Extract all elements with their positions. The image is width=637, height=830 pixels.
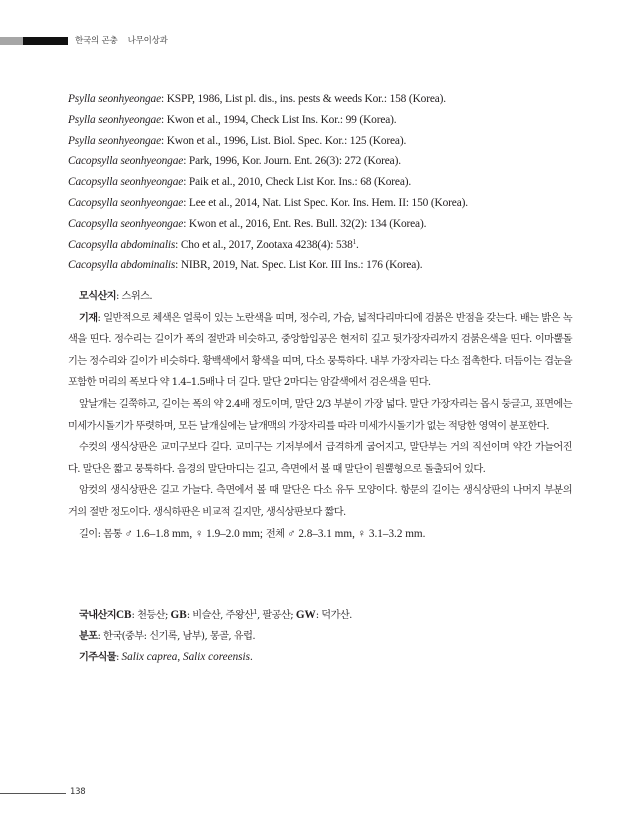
taxon-name: Cacopsylla seonhyeongae — [68, 155, 184, 168]
synonym-entry — [68, 255, 608, 276]
section-title: 나무이상과 — [127, 36, 168, 46]
host-label: 기주식물 — [79, 652, 116, 663]
description-paragraph-general — [68, 308, 572, 394]
host-species: Salix caprea — [121, 651, 178, 663]
range-label: 분포 — [79, 631, 98, 642]
type-locality-value: : 스위스. — [115, 291, 153, 302]
domestic-label: 국내산지 — [79, 610, 116, 621]
type-locality-label: 모식산지 — [79, 291, 116, 302]
synonym-entry — [68, 151, 608, 172]
synonym-entry — [68, 214, 608, 235]
measurements — [68, 524, 572, 546]
footer-rule — [0, 793, 66, 794]
page-number: 138 — [70, 787, 86, 797]
synonym-entry — [68, 110, 608, 131]
host-sep: : — [115, 652, 122, 663]
region-gb-value: : 비슬산, 주왕산 — [186, 610, 254, 621]
host-plants — [68, 647, 572, 668]
host-end: . — [249, 651, 253, 663]
book-title: 한국의 곤충 — [75, 36, 118, 46]
description-label: 기재 — [79, 312, 98, 324]
synonym-entry — [68, 235, 608, 256]
citation: : Paik et al., 2010, Check List Kor. Ins.: 68 (Korea). — [183, 176, 412, 189]
total-length-label: 전체 — [265, 528, 288, 540]
taxon-name: Cacopsylla seonhyeongae — [68, 176, 184, 189]
total-length-female: ♀ 3.1–3.2 mm. — [357, 527, 426, 540]
synonymy-list — [68, 89, 608, 276]
geographic-range — [68, 626, 572, 647]
citation-tail: . — [355, 238, 359, 251]
running-header — [0, 37, 320, 45]
species-description — [68, 286, 572, 545]
synonym-entry — [68, 172, 608, 193]
synonym-entry — [68, 193, 608, 214]
type-locality — [68, 286, 572, 308]
description-paragraph-forewing: 앞날개는 길쭉하고, 길이는 폭의 약 2.4배 정도이며, 말단 2/3 부분이 가장 넓다. 말단 가장자리는 몹시 둥글고, 표면에는 미세가시돌기가 뚜렷하며, 모든 날개실에는 날개맥의 가장자리를 따라 미세가시돌기가 없는 적당한 영역이 분포한다. — [68, 398, 572, 432]
region-code-gb: GB — [170, 609, 187, 621]
body-length-female: ♀ 1.9–2.0 mm; — [194, 527, 266, 540]
domestic-localities — [68, 605, 572, 626]
body-length-male: ♂ 1.6–1.8 mm, — [124, 527, 195, 540]
description-paragraph-female: 암컷의 생식상판은 길고 가늘다. 측면에서 볼 때 말단은 다소 유두 모양이다. 항문의 길이는 생식상판의 나머지 부분의 거의 절반 정도이다. 생식하판은 비교적 길지만, 생식상판보다 짧다. — [68, 485, 572, 518]
host-species: Salix coreensis — [182, 651, 250, 663]
footnote-ref: 1 — [352, 237, 356, 246]
range-value: : 한국(중부: 신기록, 남부), 몽골, 유럽. — [97, 631, 256, 642]
synonym-entry — [68, 131, 608, 152]
header-text — [75, 34, 168, 46]
taxon-name: Cacopsylla abdominalis — [68, 259, 176, 272]
description-paragraph-male: 수컷의 생식상판은 교미구보다 길다. 교미구는 기저부에서 급격하게 굽어지고, 말단부는 거의 직선이며 약간 가늘어진다. 말단은 짧고 뭉툭하다. 음경의 말단마디는 길고, 측면에서 볼 때 말단이 원뿔형으로 돌출되어 있다. — [68, 442, 572, 475]
region-cb-value: : 천등산; — [131, 610, 171, 621]
citation: : Lee et al., 2014, Nat. List Spec. Kor. Ins. Hem. II: 150 (Korea). — [183, 196, 468, 209]
citation: : Kwon et al., 1996, List. Biol. Spec. Kor.: 125 (Korea). — [161, 134, 407, 147]
paragraph-text: : 일반적으로 체색은 얼룩이 있는 노란색을 띠며, 정수리, 가슴, 넓적다리마디에 검붉은 반점을 갖는다. 배는 밝은 녹색을 띤다. 정수리는 길이가 폭의 절반과 비슷하고, 중앙함입공은 현저히 깊고 뒷가장자리까지 검붉은색을 띤다. 이마뿔돌기는 정수리와 길이가 비슷하다. 황백색에서 황색을 띠며, 다소 뭉툭하다. 내부 가장자리는 다소 접촉한다. 더듬이는 겹눈을 포함한 머리의 폭보다 약 1.4–1.5배나 더 길다. 말단 2마디는 암갈색에서 검은색을 띤다. — [68, 312, 572, 389]
length-label: 길이: 몸통 — [79, 528, 125, 540]
header-bar-black — [23, 37, 68, 45]
synonym-entry — [68, 89, 608, 110]
total-length-male: ♂ 2.8–3.1 mm, — [287, 527, 358, 540]
taxon-name: Cacopsylla abdominalis — [68, 238, 176, 251]
region-gb-value-2: , 팔공산; — [257, 610, 296, 621]
taxon-name: Psylla seonhyeongae — [68, 113, 161, 126]
citation: : NIBR, 2019, Nat. Spec. List Kor. III Ins.: 176 (Korea). — [175, 259, 423, 272]
taxon-name: Cacopsylla seonhyeongae — [68, 217, 184, 230]
citation: : KSPP, 1986, List pl. dis., ins. pests & weeds Kor.: 158 (Korea). — [161, 93, 446, 105]
region-code-gw: GW — [295, 609, 316, 621]
citation: : Park, 1996, Kor. Journ. Ent. 26(3): 272 (Korea). — [183, 155, 401, 168]
citation: : Kwon et al., 1994, Check List Ins. Kor.: 99 (Korea). — [161, 113, 397, 126]
taxon-name: Psylla seonhyeongae — [68, 93, 161, 105]
region-gw-value: : 덕가산. — [315, 610, 352, 621]
citation: : Kwon et al., 2016, Ent. Res. Bull. 32(2): 134 (Korea). — [183, 217, 427, 230]
distribution-section — [68, 605, 572, 668]
taxon-name: Psylla seonhyeongae — [68, 134, 161, 147]
taxon-name: Cacopsylla seonhyeongae — [68, 196, 184, 209]
citation: : Cho et al., 2017, Zootaxa 4238(4): 538 — [175, 238, 353, 251]
footnote-ref: 1 — [253, 608, 257, 616]
region-code-cb: CB — [115, 609, 132, 621]
header-bar-gray — [0, 37, 23, 45]
host-comma: , — [177, 651, 183, 663]
